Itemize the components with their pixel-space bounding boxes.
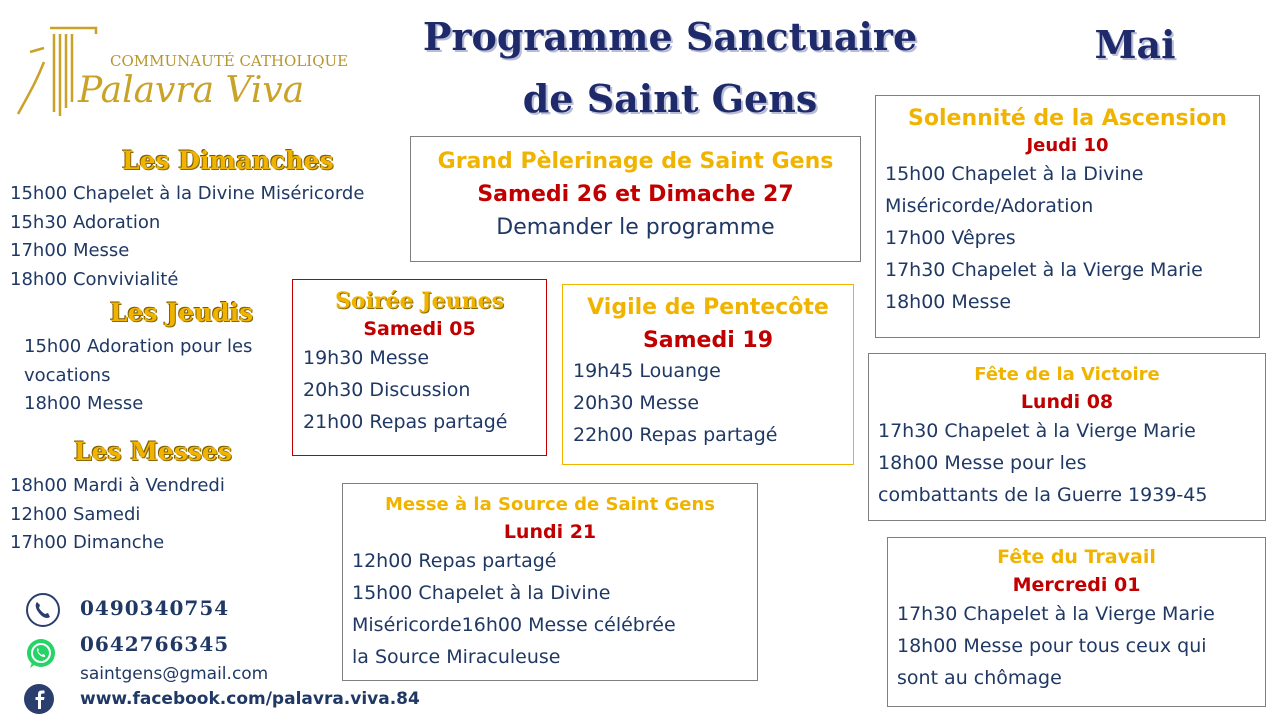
facebook-link[interactable]: www.facebook.com/palavra.viva.84 xyxy=(80,689,420,709)
list-item: 17h00 Messe xyxy=(10,240,130,261)
email-address[interactable]: saintgens@gmail.com xyxy=(80,664,269,684)
jeudis-list xyxy=(24,333,252,419)
list-item: 20h30 Discussion xyxy=(303,379,471,401)
list-item: la Source Miraculeuse xyxy=(352,646,561,668)
list-item: Miséricorde/Adoration xyxy=(885,195,1094,217)
list-item: 17h30 Chapelet à la Vierge Marie xyxy=(885,259,1203,281)
list-item: Miséricorde16h00 Messe célébrée xyxy=(352,614,676,636)
list-item: 18h00 Mardi à Vendredi xyxy=(10,475,225,496)
list-item: 17h30 Chapelet à la Vierge Marie xyxy=(897,603,1215,625)
logo-line2: Palavra Viva xyxy=(78,70,305,111)
source-box xyxy=(342,483,758,681)
page-title-line2: de Saint Gens xyxy=(522,76,818,121)
messes-heading: Les Messes xyxy=(74,437,232,466)
travail-title: Fête du Travail xyxy=(997,546,1156,568)
soiree-box xyxy=(292,279,547,456)
list-item: 19h45 Louange xyxy=(573,360,721,382)
pelerinage-date: Samedi 26 et Dimache 27 xyxy=(477,182,794,207)
list-item: combattants de la Guerre 1939-45 xyxy=(878,484,1208,506)
victoire-title: Fête de la Victoire xyxy=(974,364,1160,385)
list-item: 18h00 Messe pour les xyxy=(878,452,1087,474)
list-item: 22h00 Repas partagé xyxy=(573,424,778,446)
list-item: 15h00 Adoration pour les xyxy=(24,336,253,357)
dimanches-heading: Les Dimanches xyxy=(122,146,334,175)
vigile-date: Samedi 19 xyxy=(642,328,774,353)
list-item: 15h00 Chapelet à la Divine xyxy=(352,582,611,604)
list-item: 20h30 Messe xyxy=(573,392,700,414)
list-item: 15h30 Adoration xyxy=(10,211,161,233)
list-item: 19h30 Messe xyxy=(303,347,430,369)
month-title: Mai xyxy=(1094,22,1176,67)
list-item: 15h00 Chapelet à la Divine Miséricorde xyxy=(10,183,365,204)
soiree-title: Soirée Jeunes xyxy=(335,288,504,314)
vigile-title: Vigile de Pentecôte xyxy=(587,295,829,320)
list-item: 21h00 Repas partagé xyxy=(303,411,508,433)
whatsapp-icon[interactable] xyxy=(24,637,58,671)
vigile-box xyxy=(562,284,854,465)
source-title: Messe à la Source de Saint Gens xyxy=(384,494,716,515)
ascension-date: Jeudi 10 xyxy=(1026,135,1109,156)
victoire-box xyxy=(868,353,1266,521)
whatsapp-number[interactable]: 0642766345 xyxy=(80,632,230,656)
ascension-box xyxy=(875,95,1260,338)
phone-icon[interactable] xyxy=(25,592,61,628)
messes-list xyxy=(10,472,225,558)
pelerinage-note: Demander le programme xyxy=(496,215,775,240)
list-item: 18h00 Convivialité xyxy=(10,268,179,290)
facebook-icon[interactable] xyxy=(23,683,55,715)
pelerinage-title: Grand Pèlerinage de Saint Gens xyxy=(437,149,834,174)
ascension-title: Solennité de la Ascension xyxy=(908,106,1227,131)
phone-number[interactable]: 0490340754 xyxy=(80,596,230,620)
pelerinage-box xyxy=(410,136,861,262)
list-item: 18h00 Messe pour tous ceux qui xyxy=(897,635,1207,657)
victoire-date: Lundi 08 xyxy=(1020,391,1114,413)
list-item: 15h00 Chapelet à la Divine xyxy=(885,163,1144,185)
jeudis-heading: Les Jeudis xyxy=(110,298,254,327)
list-item: 18h00 Messe xyxy=(24,393,144,414)
soiree-date: Samedi 05 xyxy=(363,318,476,340)
travail-box xyxy=(887,537,1266,707)
dimanches-list xyxy=(10,180,364,294)
list-item: 17h00 Vêpres xyxy=(885,227,1016,249)
list-item: 12h00 Samedi xyxy=(10,503,141,525)
source-date: Lundi 21 xyxy=(503,521,597,543)
logo-line1: COMMUNAUTÉ CATHOLIQUE xyxy=(110,52,349,70)
list-item: vocations xyxy=(24,364,111,386)
list-item: sont au chômage xyxy=(897,667,1062,689)
list-item: 18h00 Messe xyxy=(885,291,1012,313)
travail-date: Mercredi 01 xyxy=(1012,574,1141,596)
logo xyxy=(10,22,349,122)
list-item: 17h00 Dimanche xyxy=(10,532,165,553)
page-title-line1: Programme Sanctuaire xyxy=(422,14,918,59)
list-item: 17h30 Chapelet à la Vierge Marie xyxy=(878,420,1196,442)
list-item: 12h00 Repas partagé xyxy=(352,550,557,572)
